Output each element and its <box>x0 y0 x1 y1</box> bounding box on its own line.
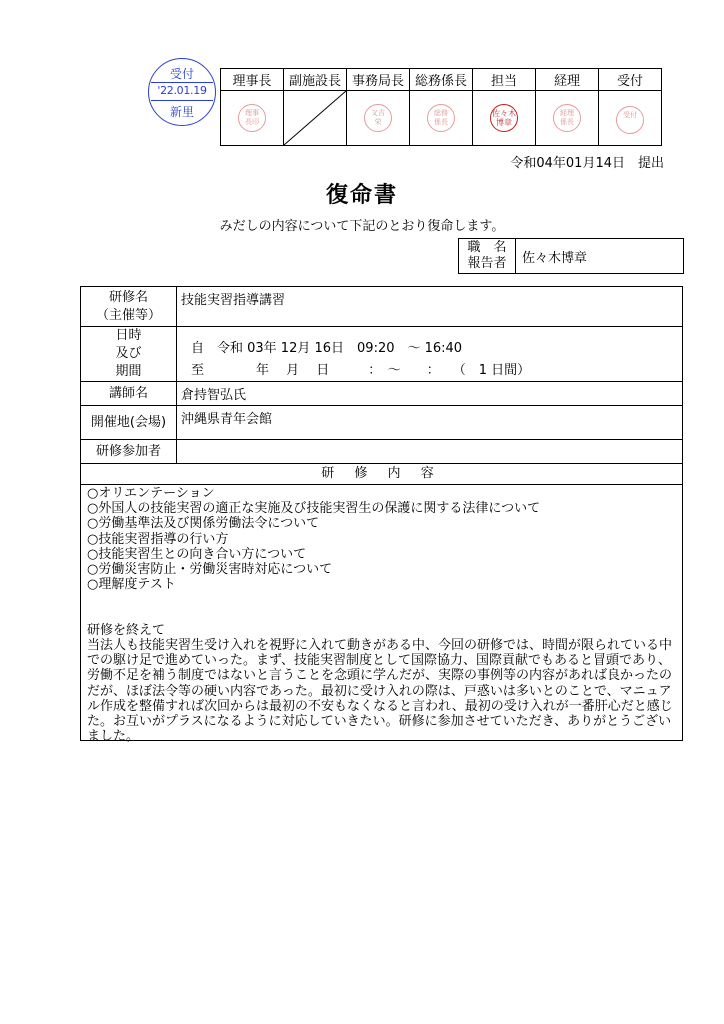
instructor-row <box>81 382 682 406</box>
content-body: ○オリエンテーション ○外国人の技能実習の適正な実施及び技能実習生の保護に関する法律について ○労働基準法及び関係労働法令について ○技能実習指導の行い方 ○技能実習生との向き合い方について ○労働災害防止・労働災害時対応について ○理解度テスト 研修を終えて 当法人も技能実習生受け入れを視野に入れて動きがある中、今回の研修では、時間が限られている中での駆け足で進めていった。まず、技能実習制度として国際協力、国際貢献でもあると冒頭であり、労働不足を補う制度ではないと言うことを念頭に学んだが、実際の事例等の内容があれば良かったのだが、ほぼ法令等の硬い内容であった。最初に受け入れの際は、戸惑いは多いとのことで、マニュアル作成を整備すれば次回からは最初の不安もなくなると言われ、最初の受け入れが一番肝心だと感じた。お互いがプラスになるように対応していきたい。研修に参加させていただき、ありがとうございました。 <box>87 486 673 745</box>
content-heading: 研 修 内 容 <box>321 466 442 481</box>
reporter-table <box>458 238 684 274</box>
training-name-row <box>81 287 682 327</box>
seal-secretary-general: 又吉 栄 <box>364 104 392 132</box>
reporter-labels <box>459 239 516 274</box>
seal-reception: 受付 <box>616 106 644 134</box>
reporter-name: 佐々木博章 <box>516 239 684 274</box>
instructor-label: 講師名 <box>81 382 177 405</box>
report-form <box>80 286 683 745</box>
page-title: 復命書 <box>325 183 398 208</box>
instructor-value: 倉持智弘氏 <box>181 388 247 403</box>
approval-cell-accounting <box>536 91 599 146</box>
approval-cell-general-affairs <box>410 91 473 146</box>
seal-chairman: 理事 長印 <box>238 104 266 132</box>
datetime-row <box>81 327 682 382</box>
training-name-value: 技能実習指導講習 <box>181 293 286 308</box>
datetime-label-line3: 期間 <box>115 364 142 379</box>
datetime-label <box>81 327 177 381</box>
datetime-label-line2: 及び <box>115 346 142 361</box>
seal-general-affairs: 総務 係長 <box>427 104 455 132</box>
intro-text: みだしの内容について下記のとおり復命します。 <box>219 219 505 234</box>
approval-cell-chairman <box>221 91 284 146</box>
received-stamp <box>148 58 216 126</box>
training-name-label <box>81 287 177 326</box>
training-name-label-line1: 研修名 <box>108 289 148 305</box>
received-stamp-date: '22.01.19 <box>157 84 207 97</box>
content-heading-row <box>81 464 682 485</box>
venue-row <box>81 406 682 440</box>
approval-header-accounting: 経理 <box>536 69 599 91</box>
participants-label: 研修参加者 <box>81 440 177 463</box>
diagonal-strike <box>284 91 346 145</box>
participants-row <box>81 440 682 464</box>
approval-table <box>220 68 662 146</box>
received-stamp-label: 受付 <box>169 67 194 81</box>
approval-header-vice-director: 副施設長 <box>284 69 347 91</box>
submitted-date: 令和04年01月14日 提出 <box>510 156 664 171</box>
approval-header-chairman: 理事長 <box>221 69 284 91</box>
approval-cell-reception <box>599 91 662 146</box>
seal-in-charge: 佐々木 博章 <box>490 104 518 132</box>
training-name-label-line2: （主催等） <box>95 307 161 323</box>
job-title-label: 職 名 <box>467 240 507 255</box>
datetime-to: 至 年 月 日 ： ～ ： （ 1 日間） <box>191 363 531 378</box>
approval-cell-secretary-general <box>347 91 410 146</box>
received-stamp-name: 新里 <box>169 105 194 119</box>
approval-cell-vice-director <box>284 91 347 146</box>
approval-header-reception: 受付 <box>599 69 662 91</box>
approval-header-in-charge: 担当 <box>473 69 536 91</box>
venue-label: 開催地(会場) <box>81 406 177 439</box>
approval-cell-in-charge <box>473 91 536 146</box>
venue-value: 沖縄県青年会館 <box>181 412 273 427</box>
datetime-label-line1: 日時 <box>115 328 142 343</box>
datetime-from: 自 令和 03年 12月 16日 09:20 ～ 16:40 <box>191 341 463 356</box>
approval-header-secretary-general: 事務局長 <box>347 69 410 91</box>
seal-accounting: 経理 係長 <box>553 104 581 132</box>
reporter-label: 報告者 <box>467 256 507 271</box>
approval-header-general-affairs: 総務係長 <box>410 69 473 91</box>
